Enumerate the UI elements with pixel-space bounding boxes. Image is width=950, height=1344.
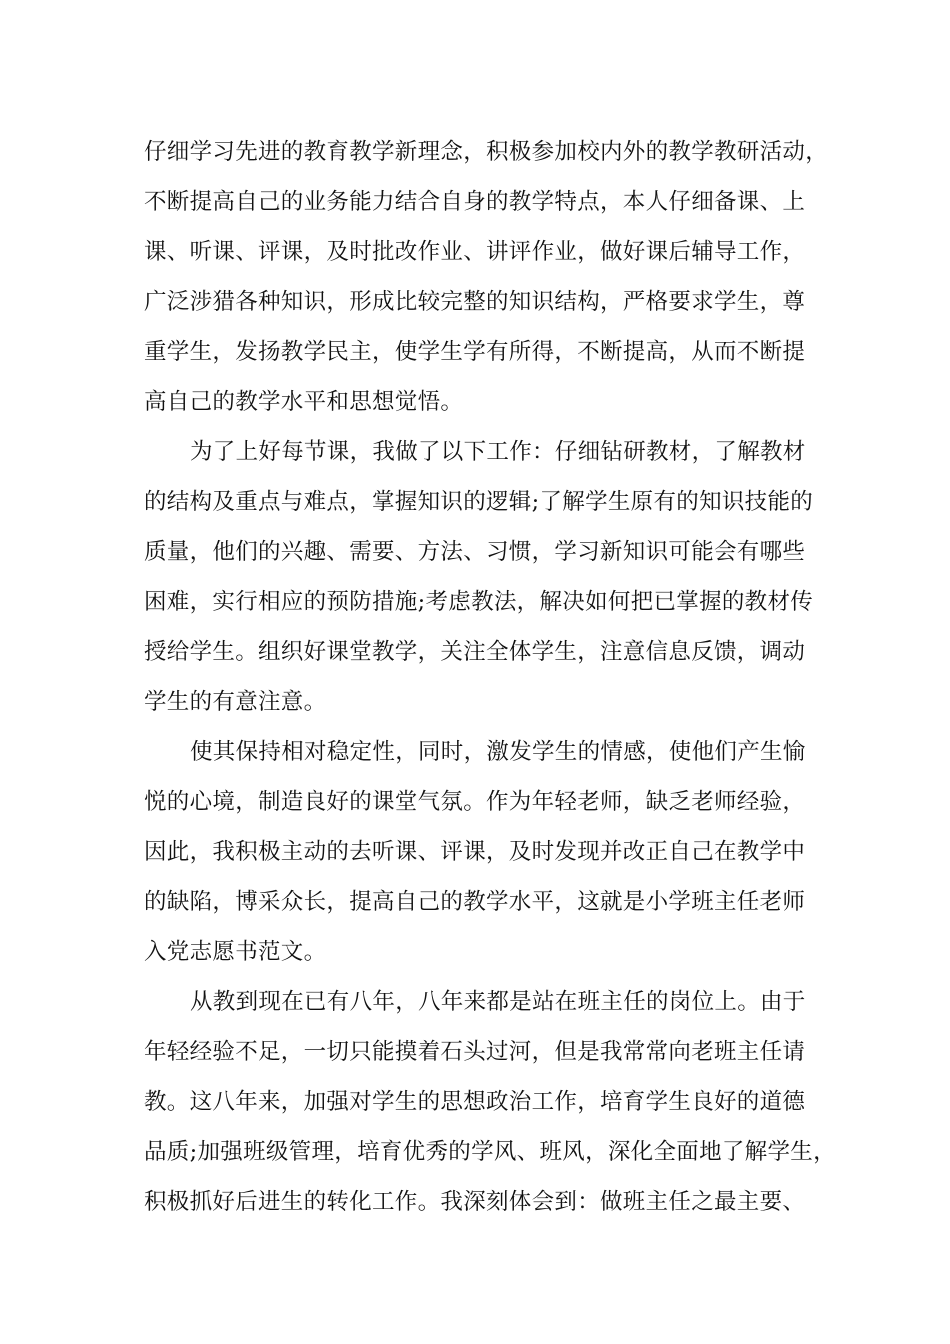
text-line: 课、听课、评课，及时批改作业、讲评作业，做好课后辅导工作， (144, 239, 806, 265)
paragraph-1 (144, 127, 829, 427)
paragraph-4 (144, 977, 836, 1227)
text-line: 品质;加强班级管理，培育优秀的学风、班风，深化全面地了解学生， (144, 1139, 836, 1165)
text-line: 的结构及重点与难点，掌握知识的逻辑;了解学生原有的知识技能的 (144, 489, 814, 515)
document-body (144, 127, 836, 1227)
text-line: 入党志愿书范文。 (144, 939, 327, 965)
text-line: 不断提高自己的业务能力结合自身的教学特点，本人仔细备课、上 (144, 189, 806, 215)
text-line: 因此，我积极主动的去听课、评课，及时发现并改正自己在教学中 (144, 839, 806, 865)
text-line: 的缺陷，博采众长，提高自己的教学水平，这就是小学班主任老师 (144, 889, 806, 915)
text-line: 仔细学习先进的教育教学新理念，积极参加校内外的教学教研活动， (144, 139, 829, 165)
paragraph-2 (144, 427, 824, 727)
text-line: 重学生，发扬教学民主，使学生学有所得，不断提高，从而不断提 (144, 339, 806, 365)
text-line: 困难，实行相应的预防措施;考虑教法，解决如何把已掌握的教材传 (144, 589, 814, 615)
text-line: 教。这八年来，加强对学生的思想政治工作，培育学生良好的道德 (144, 1089, 806, 1115)
text-line: 高自己的教学水平和思想觉悟。 (144, 389, 464, 415)
text-line: 悦的心境，制造良好的课堂气氛。作为年轻老师，缺乏老师经验， (144, 789, 806, 815)
text-line: 授给学生。组织好课堂教学，关注全体学生，注意信息反馈，调动 (144, 639, 806, 665)
text-line: 为了上好每节课，我做了以下工作：仔细钻研教材，了解教材 (190, 439, 806, 465)
text-line: 从教到现在已有八年，八年来都是站在班主任的岗位上。由于 (190, 989, 806, 1015)
text-line: 年轻经验不足，一切只能摸着石头过河，但是我常常向老班主任请 (144, 1039, 806, 1065)
text-line: 积极抓好后进生的转化工作。我深刻体会到：做班主任之最主要、 (144, 1189, 806, 1215)
paragraph-3 (144, 727, 824, 977)
text-line: 学生的有意注意。 (144, 689, 327, 715)
text-line: 使其保持相对稳定性，同时，激发学生的情感，使他们产生愉 (190, 739, 806, 765)
text-line: 质量，他们的兴趣、需要、方法、习惯，学习新知识可能会有哪些 (144, 539, 806, 565)
text-line: 广泛涉猎各种知识，形成比较完整的知识结构，严格要求学生，尊 (144, 289, 806, 315)
